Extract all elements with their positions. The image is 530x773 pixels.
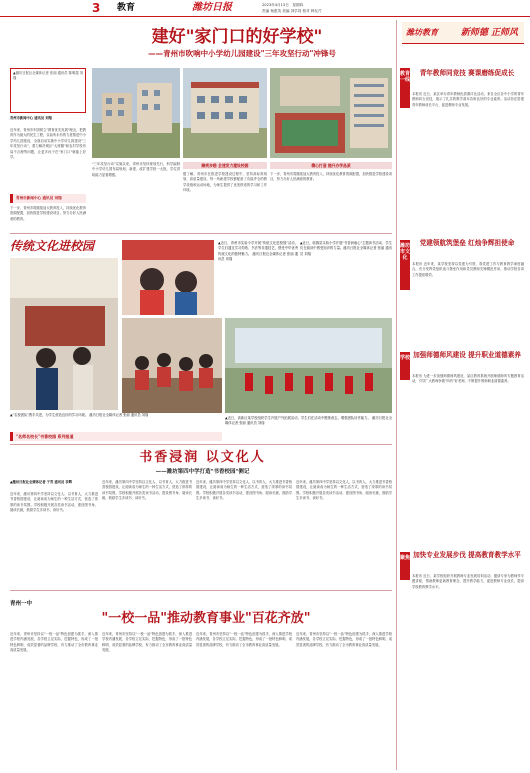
page-header — [0, 0, 530, 17]
section-divider-2 — [10, 444, 392, 445]
science-tag — [10, 194, 86, 203]
qingzhou-body-col-4: 近年来，青州市坚持以"一校一品"特色创建为抓手，深入推进学校内涵发展，各学校立足实际、挖掘特色，形成了一批特色鲜明、成效显著的品牌学校，有力推动了全市教育事业高质量发展。 — [296, 632, 392, 647]
science-tag-label: 青州市新闻中心 通讯员 刘翔 — [16, 196, 62, 200]
main-body-col-2: "三年攻坚行动"实施以来，青州市坚持规划先行，科学编制中小学幼儿园布局规划，新建、改扩建学校一大批，学位供给能力显著增强。 — [92, 162, 180, 177]
sidebar-item-2-headline: 党建领航筑堡垒 红烛争辉担使命 — [419, 239, 515, 247]
qingzhou-headline: "一校一品"推动教育事业"百花齐放" — [101, 611, 311, 626]
tradition-caption-2: ▲近日，临朐县实验小学开展"书香润童心"主题读书活动，学生们在阅读中感受知识的力量。潍坊日报社全媒体记者 张丽 通讯员 刘翔 — [300, 241, 392, 256]
tradition-caption-2-box — [300, 241, 392, 315]
construction-photo-2 — [183, 68, 267, 158]
header-rule — [0, 16, 530, 17]
paper-cutting-photo — [122, 240, 214, 315]
book-body-col-2: 近年来，潍坊第四中学坚持以文化人、以书育人，大力推进书香校园建设，让阅读成为师生的一种生活方式，营造了浓厚的读书氛围。学校积极开展各类读书活动，建设图书角、阅读长廊，鼓励学生多读书、读好书。 — [102, 480, 192, 501]
main-body-col-3: 据了解，青州市在推进学校建设过程中，坚持高标准规划、高质量建设，每一所新建学校都配备了功能齐全的教学设施和运动场地，为师生提供了优美舒适的学习和工作环境。 — [183, 172, 267, 193]
tradition-bottom-caption: ▲"名校团队"携手共进，为学生营造良好的学习环境。 潍坊日报社全媒体记者 张丽 通讯员 刘翔 — [10, 413, 149, 417]
page-number: 3 — [92, 1, 101, 15]
qingzhou-body-col-3: 近年来，青州市坚持以"一校一品"特色创建为抓手，深入推进学校内涵发展，各学校立足实际、挖掘特色，形成了一批特色鲜明、成效显著的品牌学校，有力推动了全市教育事业高质量发展。 — [196, 632, 292, 647]
aerial-school-photo — [270, 68, 392, 158]
sidebar-tag-1: 教育一线 — [400, 68, 410, 108]
book-subheadline: ——潍坊第四中学打造"书香校园"侧记 — [155, 469, 250, 475]
sidebar-tag-3: 学校 — [400, 352, 410, 380]
intro-box — [10, 68, 86, 113]
sidebar-item-2-body: 本报讯 近年来，某学校坚持以党建为引领，将党建工作与教育教学深度融合，充分发挥党组织战斗堡垒作用和党员教师先锋模范作用，推动学校各项工作提质增效。 — [412, 262, 524, 277]
sidebar-tag-2: 潍坊市文化 — [400, 240, 410, 290]
newspaper-logo: 潍坊日报 — [192, 2, 232, 13]
main-subheadline: ——青州市吹响中小学幼儿园建设"三年攻坚行动"冲锋号 — [148, 49, 336, 58]
qingzhou-kicker: 青州一中 — [10, 601, 33, 607]
section-divider-1 — [10, 233, 392, 234]
reading-photo — [122, 318, 222, 413]
qingzhou-body-col-1: 近年来，青州市坚持以"一校一品"特色创建为抓手，深入推进学校内涵发展，各学校立足实际、挖掘特色，形成了一批特色鲜明、成效显著的品牌学校，有力推动了全市教育事业高质量发展。 — [10, 632, 98, 653]
book-byline: ▲潍坊日报社全媒体记者 于青 通讯员 李辉 — [10, 480, 73, 484]
tradition-caption-3: ▲近日，高新区某学校组织学生开展户外拓展活动，学生们在活动中锻炼意志，增强团队协作能力。 潍坊日报社全媒体记者 张丽 通讯员 刘翔 — [225, 416, 392, 426]
main-body-col-1b: 下一步，青州市将继续加大教育投入，持续优化教育资源配置，加快推进学校建设项目，努力办好人民满意的教育。 — [10, 206, 86, 221]
mid-head-label-1: 蹄疾步稳 全速发力建设校园 — [201, 163, 249, 168]
book-body-col-4: 近年来，潍坊第四中学坚持以文化人、以书育人，大力推进书香校园建设，让阅读成为师生的一种生活方式，营造了浓厚的读书氛围。学校积极开展各类读书活动，建设图书角、阅读长廊，鼓励学生多读书、读好书。 — [296, 480, 392, 501]
section-divider-3 — [10, 590, 392, 591]
main-byline: 青州市新闻中心 通讯员 刘翔 — [10, 116, 52, 120]
book-body-col-3: 近年来，潍坊第四中学坚持以文化人、以书育人，大力推进书香校园建设，让阅读成为师生的一种生活方式，营造了浓厚的读书氛围。学校积极开展各类读书活动，建设图书角、阅读长廊，鼓励学生多读书、读好书。 — [196, 480, 292, 501]
sidebar-tag-4: 聚焦 — [400, 552, 410, 580]
tradition-header — [10, 238, 120, 254]
sidebar-item-4-headline: 加快专业发展步伐 提高教育教学水平 — [413, 551, 521, 559]
book-headline: 书香浸润 以文化人 — [139, 450, 266, 465]
qingzhou-body-col-2: 近年来，青州市坚持以"一校一品"特色创建为抓手，深入推进学校内涵发展，各学校立足实际、挖掘特色，形成了一批特色鲜明、成效显著的品牌学校，有力推动了全市教育事业高质量发展。 — [102, 632, 192, 653]
tradition-caption-1: ▲近日，青州市实验小学开展"传统文化进校园"活动，学生们通过学习剪纸、书法等非遗技艺，感受中华优秀传统文化的独特魅力。 潍坊日报社全媒体记者 张丽 通讯员 刘翔 — [218, 241, 298, 262]
sidebar-item-3-body: 本报讯 为进一步加强师德师风建设，某区教育系统开展师德师风专题教育活动，引导广大教师争做"四有"好老师，不断提升教师职业道德素养。 — [412, 374, 524, 384]
intro-box-text: ▲潍坊日报社全媒体记者 张丽 通讯员 陈明超 刘翔 — [13, 71, 83, 81]
sidebar-item-4-body: 本报讯 近日，某学校组织开展教师专业发展培训活动，邀请专家为教师作专题讲座，帮助教师更新教育理念、提升教学能力，促进教师专业成长，提高学校教育教学水平。 — [412, 574, 524, 589]
series-tag-label: "名师名校长"书香校园 系列报道 — [16, 434, 74, 439]
series-tag — [10, 432, 222, 441]
section-name: 教育 — [117, 3, 136, 13]
mid-head-bar-1 — [183, 162, 267, 169]
construction-photo-1 — [92, 68, 180, 158]
sidebar-item-1-headline: 青年教师同竞技 赛课磨练促成长 — [419, 69, 515, 77]
book-body-col-1: 近年来，潍坊第四中学坚持以文化人、以书育人，大力推进书香校园建设，让阅读成为师生的一种生活方式，营造了浓厚的读书氛围。学校积极开展各类读书活动，建设图书角、阅读长廊，鼓励学生多读书、读好书。 — [10, 492, 98, 513]
classroom-photo — [10, 258, 118, 410]
main-body-col-4: 下一步，青州市将继续加大教育投入，持续优化教育资源配置，加快推进学校建设项目，努力办好人民满意的教育。 — [270, 172, 392, 182]
sidebar-divider — [396, 20, 397, 770]
mid-head-bar-2 — [270, 162, 392, 169]
sidebar-item-1-body: 本报讯 近日，某区举办青年教师优质课评比活动，来自全区各中小学的青年教师同台竞技，展示了扎实的教学基本功和良好的专业素养。活动旨在搭建青年教师成长平台，促进教师专业发展。 — [412, 92, 524, 107]
tradition-title: 传统文化进校园 — [10, 239, 95, 253]
sidebar-slogan: 新师德 正师风 — [460, 28, 518, 38]
sidebar-brand: 潍坊教育 — [406, 28, 438, 37]
main-headline: 建好"家门口的好学校" — [151, 27, 323, 47]
sidebar-banner — [402, 22, 524, 44]
editor-line: 责编 杨惠英 美编 刘学同 校对 韩友芹 — [262, 9, 322, 13]
outdoor-activity-photo — [225, 318, 392, 413]
main-body-col-1: 近年来，青州市牢固树立"教育优先发展"理念，把教育作为最大的民生工程，以前所未有的力度推进中小学幼儿园建设，全面启动实施中小学幼儿园建设"三年攻坚行动"，着力解决城区"大班额"和农村学校布局不合理等问题，让更多孩子在"家门口"就能上好学。 — [10, 128, 86, 160]
sidebar-item-3-headline: 加强师德师风建设 提升职业道德素养 — [413, 351, 521, 359]
mid-head-label-2: 精心打造 提升办学品质 — [311, 163, 351, 168]
date-line: 2023年4月13日 星期四 — [262, 3, 304, 7]
